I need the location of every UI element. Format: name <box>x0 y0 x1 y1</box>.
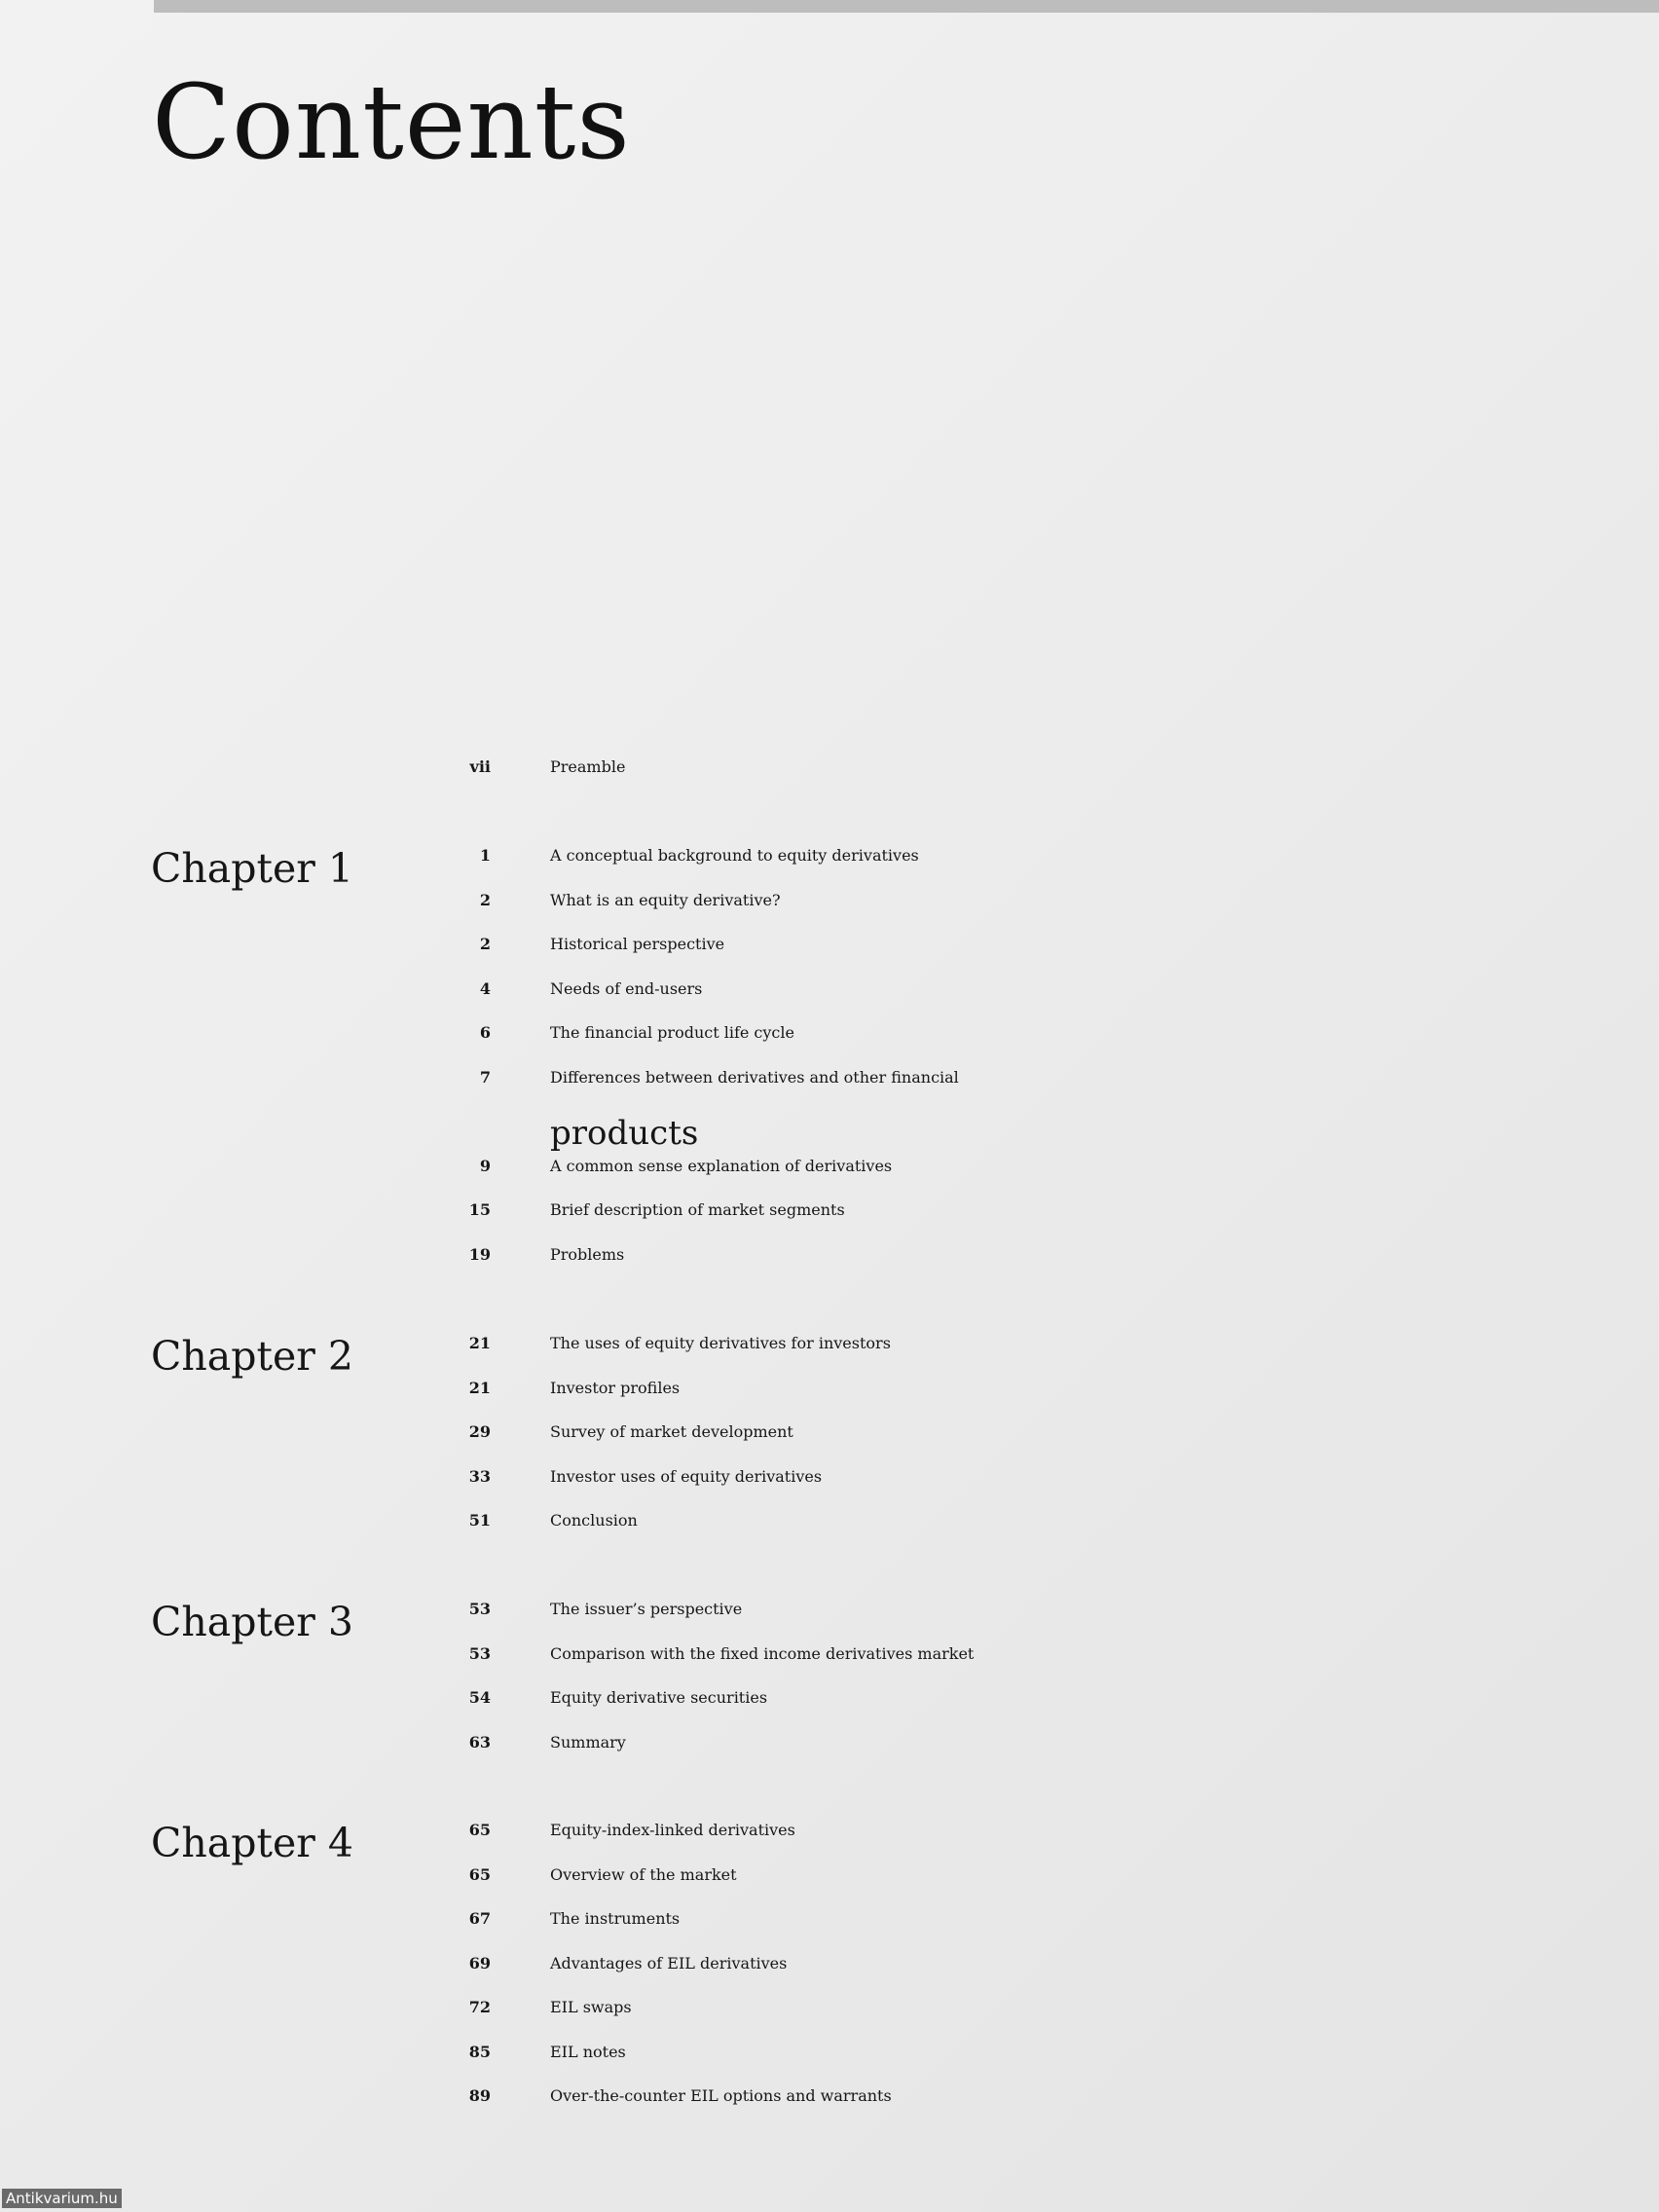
entry-title: Investor uses of equity derivatives <box>550 1466 823 1486</box>
entry-page-number-col <box>409 1511 491 1554</box>
entry-page-number-col <box>409 1023 491 1066</box>
entry-page-number-col <box>409 2086 491 2129</box>
entry-page-number: 15 <box>468 1200 491 1219</box>
toc-entry <box>0 1998 1659 2041</box>
toc-entry <box>0 1511 1659 1554</box>
toc-entry <box>0 935 1659 977</box>
entry-title: Conclusion <box>550 1511 638 1530</box>
entry-title-col <box>550 1200 1456 1243</box>
entry-title: Differences between derivatives and other financial <box>550 1067 959 1087</box>
entry-page-number: 33 <box>468 1466 491 1486</box>
entry-title-col <box>550 1422 1456 1465</box>
entry-page-number: 9 <box>479 1156 491 1175</box>
toc-entry <box>0 1200 1659 1243</box>
entry-page-number: 7 <box>479 1067 491 1087</box>
entry-page-number-col <box>409 846 491 889</box>
entry-title: The instruments <box>550 1909 681 1928</box>
entry-title: Survey of market development <box>550 1422 793 1441</box>
entry-page-number-col <box>409 979 491 1022</box>
entry-page-number-col <box>409 891 491 934</box>
entry-page-number: 6 <box>479 1023 491 1042</box>
toc-entry <box>0 1733 1659 1776</box>
chapter-label: Chapter 4 <box>151 1820 353 1866</box>
entry-title-col <box>550 935 1456 977</box>
entry-page-number-col <box>409 2043 491 2085</box>
entry-title-col <box>550 846 1456 889</box>
entry-page-number-col <box>409 1733 491 1776</box>
entry-page-number: 2 <box>479 935 491 953</box>
entry-page-number-col <box>409 1422 491 1465</box>
entry-title-col <box>550 1954 1456 1997</box>
chapter-label: Chapter 2 <box>151 1333 353 1380</box>
entry-page-number: 63 <box>468 1732 491 1751</box>
toc-entry <box>0 1467 1659 1510</box>
entry-page-number: 67 <box>468 1909 491 1928</box>
entry-page-number-col <box>409 935 491 977</box>
entry-title: Historical perspective <box>550 935 725 953</box>
entry-page-number-col <box>409 1200 491 1243</box>
toc-entry <box>0 1909 1659 1952</box>
toc-entry <box>0 1157 1659 1199</box>
entry-page-number-col <box>409 1688 491 1731</box>
toc-entry <box>0 1821 1659 1863</box>
entry-title-col <box>550 1245 1456 1288</box>
toc-entry <box>0 891 1659 934</box>
entry-title: A conceptual background to equity derivatives <box>550 846 919 865</box>
entry-title-col <box>550 1379 1456 1421</box>
entry-title: Comparison with the fixed income derivatives market <box>550 1643 975 1663</box>
entry-title: The financial product life cycle <box>550 1023 794 1042</box>
entry-title: Needs of end-users <box>550 978 703 998</box>
toc-entry <box>0 1334 1659 1377</box>
entry-title-col <box>550 1865 1456 1908</box>
toc-entry <box>0 1422 1659 1465</box>
toc-entry <box>0 1644 1659 1687</box>
entry-page-number: 53 <box>468 1600 491 1618</box>
top-rule <box>154 0 1659 13</box>
toc-entry <box>0 1379 1659 1421</box>
entry-title-col <box>550 1334 1456 1377</box>
entry-page-number-col <box>409 1600 491 1642</box>
entry-title-col <box>550 757 1456 800</box>
entry-title: Overview of the market <box>550 1864 737 1884</box>
page-title: Contents <box>152 62 631 182</box>
entry-title-col <box>550 1733 1456 1776</box>
entry-title: Advantages of EIL derivatives <box>550 1953 788 1972</box>
toc-entry <box>0 1245 1659 1288</box>
toc-entry <box>0 979 1659 1022</box>
entry-title: The uses of equity derivatives for investors <box>550 1334 891 1352</box>
entry-page-number-col <box>409 1245 491 1288</box>
entry-page-number: vii <box>469 757 491 776</box>
entry-title-col <box>550 1644 1456 1687</box>
entry-page-number: 2 <box>479 890 491 909</box>
entry-title: What is an equity derivative? <box>550 890 781 909</box>
entry-title: Over-the-counter EIL options and warrants <box>550 2086 892 2105</box>
entry-page-number: 21 <box>468 1334 491 1352</box>
entry-title-col <box>550 1023 1456 1066</box>
chapter-label: Chapter 1 <box>151 845 353 892</box>
entry-title: Summary <box>550 1732 626 1751</box>
entry-page-number-col <box>409 1157 491 1199</box>
toc-entry <box>0 1068 1659 1111</box>
entry-page-number-col <box>409 1068 491 1111</box>
entry-title: EIL notes <box>550 2042 626 2061</box>
watermark: Antikvarium.hu <box>2 2189 122 2208</box>
toc-entry <box>0 1023 1659 1066</box>
entry-page-number: 72 <box>468 1998 491 2016</box>
entry-page-number: 54 <box>468 1688 491 1707</box>
entry-page-number: 21 <box>468 1378 491 1397</box>
entry-page-number-col <box>409 1865 491 1908</box>
entry-title-col <box>550 1909 1456 1952</box>
entry-title: Equity derivative securities <box>550 1688 768 1707</box>
entry-title-col <box>550 1068 1456 1111</box>
entry-title-col <box>550 1821 1456 1863</box>
entry-page-number-col <box>409 1379 491 1421</box>
entry-page-number: 65 <box>468 1864 491 1884</box>
toc-entry <box>0 1688 1659 1731</box>
chapter-label: Chapter 3 <box>151 1599 353 1645</box>
entry-title: Equity-index-linked derivatives <box>550 1821 795 1839</box>
entry-title-col <box>550 979 1456 1022</box>
entry-title-col <box>550 2086 1456 2129</box>
toc-entry <box>0 1600 1659 1642</box>
entry-title: EIL swaps <box>550 1998 632 2016</box>
entry-title-col <box>550 1467 1456 1510</box>
entry-page-number-col <box>409 1334 491 1377</box>
entry-title-continuation: products <box>550 1114 699 1153</box>
entry-page-number: 69 <box>468 1953 491 1972</box>
entry-page-number: 29 <box>468 1422 491 1441</box>
entry-page-number: 85 <box>468 2042 491 2061</box>
toc-entry <box>0 1865 1659 1908</box>
entry-page-number-col <box>409 1821 491 1863</box>
entry-page-number: 65 <box>468 1821 491 1839</box>
entry-title-col <box>550 1511 1456 1554</box>
entry-page-number: 89 <box>468 2086 491 2105</box>
entry-title-col <box>550 891 1456 934</box>
entry-page-number: 4 <box>479 978 491 998</box>
entry-title: Investor profiles <box>550 1378 681 1397</box>
entry-title: Preamble <box>550 757 626 776</box>
entry-page-number: 19 <box>468 1244 491 1264</box>
entry-title-col <box>550 1600 1456 1642</box>
entry-page-number: 51 <box>468 1511 491 1530</box>
toc-entry <box>0 1954 1659 1997</box>
entry-page-number-col <box>409 1954 491 1997</box>
entry-title: A common sense explanation of derivatives <box>550 1156 893 1175</box>
preamble-entry <box>0 757 1659 800</box>
entry-title-col <box>550 2043 1456 2085</box>
entry-page-number: 53 <box>468 1643 491 1663</box>
entry-page-number-col <box>409 1644 491 1687</box>
entry-title-col <box>550 1688 1456 1731</box>
entry-page-number-col <box>409 1998 491 2041</box>
entry-title: Brief description of market segments <box>550 1200 845 1219</box>
entry-title-col <box>550 1157 1456 1199</box>
entry-page-number-col <box>409 757 491 800</box>
toc-entry <box>0 846 1659 889</box>
entry-title: Problems <box>550 1244 625 1264</box>
entry-title-col <box>550 1998 1456 2041</box>
toc-entry <box>0 2086 1659 2129</box>
entry-page-number-col <box>409 1909 491 1952</box>
toc-entry <box>0 2043 1659 2085</box>
entry-page-number-col <box>409 1467 491 1510</box>
entry-page-number: 1 <box>479 846 491 865</box>
entry-title: The issuer’s perspective <box>550 1600 743 1618</box>
